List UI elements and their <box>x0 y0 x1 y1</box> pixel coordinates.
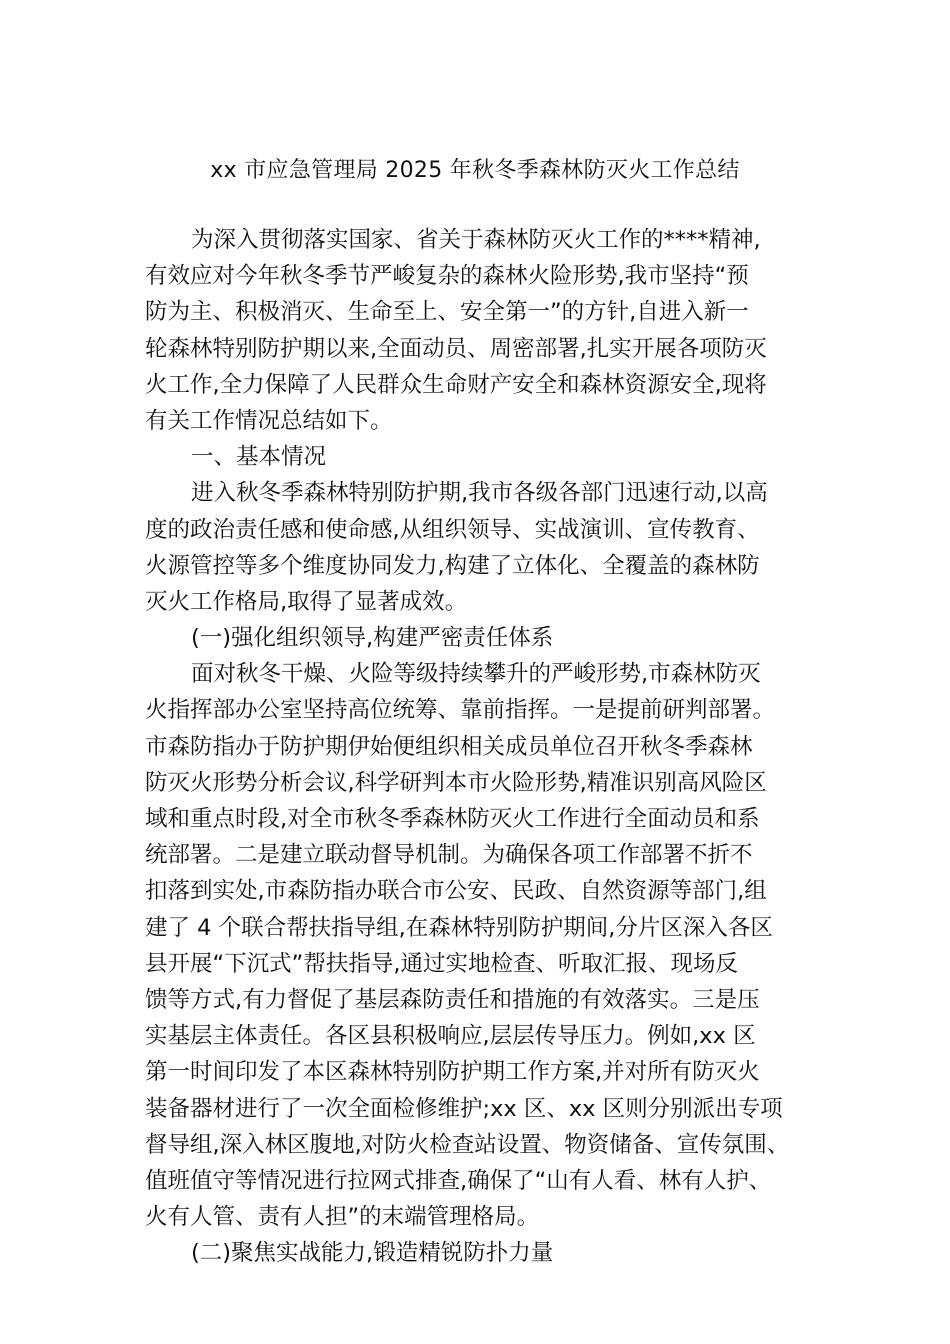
paragraph-line: 建了 4 个联合帮扶指导组,在森林特别防护期间,分片区深入各区 <box>145 914 773 941</box>
subsection-heading: (二)聚焦实战能力,锻造精锐防扑力量 <box>191 1240 554 1267</box>
paragraph-line: 值班值守等情况进行拉网式排查,确保了“山有人看、林有人护、 <box>145 1167 772 1194</box>
paragraph-line: 面对秋冬干燥、火险等级持续攀升的严峻形势,市森林防灭 <box>191 661 761 688</box>
paragraph-line: 为深入贯彻落实国家、省关于森林防灭火工作的****精神, <box>191 227 761 253</box>
document-title: xx 市应急管理局 2025 年秋冬季森林防灭火工作总结 <box>210 158 740 183</box>
paragraph-line: 防灭火形势分析会议,科学研判本市火险形势,精准识别高风险区 <box>145 769 767 796</box>
paragraph-line: 域和重点时段,对全市秋冬季森林防灭火工作进行全面动员和系 <box>145 806 760 832</box>
paragraph-line: 火有人管、责有人担”的末端管理格局。 <box>145 1204 540 1231</box>
paragraph-line: 实基层主体责任。各区县积极响应,层层传导压力。例如,xx 区 <box>145 1023 756 1050</box>
paragraph-line: 火工作,全力保障了人民群众生命财产安全和森林资源安全,现将 <box>145 371 767 398</box>
paragraph-line: 有关工作情况总结如下。 <box>145 407 393 434</box>
paragraph-line: 轮森林特别防护期以来,全面动员、周密部署,扎实开展各项防灭 <box>145 335 767 362</box>
section-heading: 一、基本情况 <box>191 444 327 471</box>
paragraph-line: 馈等方式,有力督促了基层森防责任和措施的有效落实。三是压 <box>145 986 760 1013</box>
document-body <box>145 222 813 1271</box>
paragraph-line: 进入秋冬季森林特别防护期,我市各级各部门迅速行动,以高 <box>191 480 768 507</box>
paragraph-line: 督导组,深入林区腹地,对防火检查站设置、物资储备、宣传氛围、 <box>145 1131 790 1158</box>
paragraph-line: 装备器材进行了一次全面检修维护;xx 区、xx 区则分别派出专项 <box>145 1095 783 1122</box>
paragraph-line: 有效应对今年秋冬季节严峻复杂的森林火险形势,我市坚持“预 <box>145 263 749 290</box>
paragraph-line: 统部署。二是建立联动督导机制。为确保各项工作部署不折不 <box>145 842 753 869</box>
subsection-heading: (一)强化组织领导,构建严密责任体系 <box>191 625 554 652</box>
paragraph-line: 火源管控等多个维度协同发力,构建了立体化、全覆盖的森林防 <box>145 552 760 579</box>
paragraph-line: 防为主、积极消灭、生命至上、安全第一”的方针,自进入新一 <box>145 299 749 326</box>
paragraph-line: 度的政治责任感和使命感,从组织领导、实战演训、宣传教育、 <box>145 516 760 543</box>
paragraph-line: 市森防指办于防护期伊始便组织相关成员单位召开秋冬季森林 <box>145 733 753 760</box>
paragraph-line: 第一时间印发了本区森林特别防护期工作方案,并对所有防灭火 <box>145 1059 760 1086</box>
paragraph-line: 扣落到实处,市森防指办联合市公安、民政、自然资源等部门,组 <box>145 878 767 905</box>
paragraph-line: 县开展“下沉式”帮扶指导,通过实地检查、听取汇报、现场反 <box>145 950 738 977</box>
paragraph-line: 灭火工作格局,取得了显著成效。 <box>145 588 468 615</box>
paragraph-line: 火指挥部办公室坚持高位统筹、靠前指挥。一是提前研判部署。 <box>145 697 776 724</box>
